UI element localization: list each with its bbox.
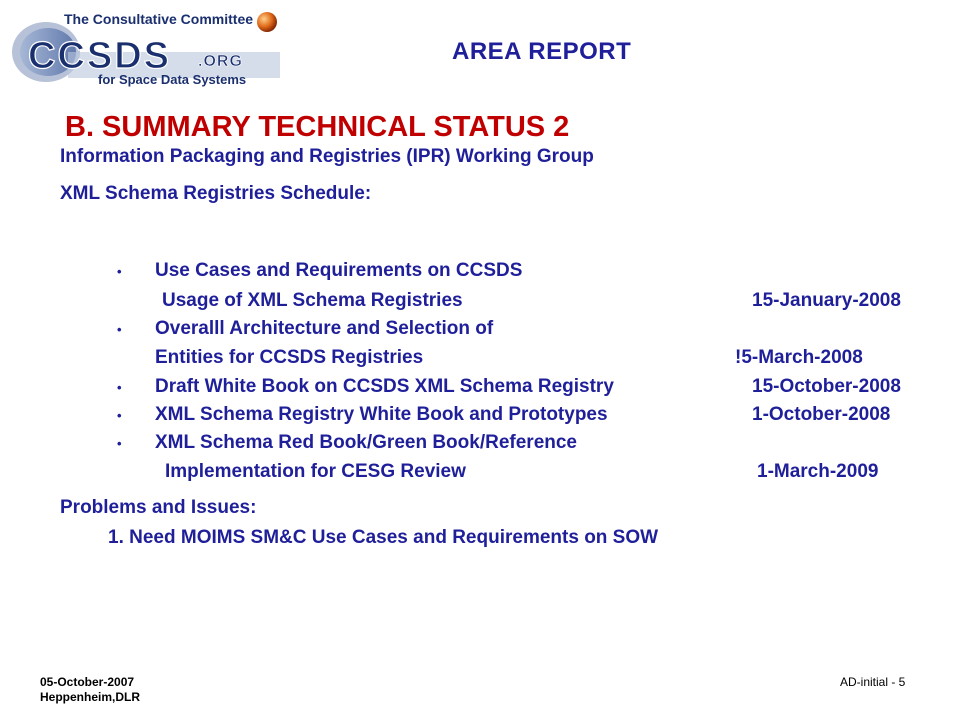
- schedule-item-4-date: 1-October-2008: [752, 404, 891, 425]
- logo-bottom-text: for Space Data Systems: [98, 72, 247, 87]
- schedule-item-2-line2: Entities for CCSDS Registries: [155, 347, 424, 368]
- bullet-icon: •: [117, 380, 122, 395]
- schedule-item-1-date: 15-January-2008: [752, 290, 901, 311]
- logo-main-text: CCSDS: [28, 35, 172, 77]
- problem-item-1: 1. Need MOIMS SM&C Use Cases and Requirements on SOW: [108, 527, 659, 548]
- logo-top-text: The Consultative Committee: [64, 11, 254, 27]
- schedule-item-5-date: 1-March-2009: [757, 461, 879, 482]
- bullet-icon: •: [117, 264, 122, 279]
- schedule-item-1-line2: Usage of XML Schema Registries: [162, 290, 463, 311]
- bullet-icon: •: [117, 408, 122, 423]
- schedule-heading: XML Schema Registries Schedule:: [60, 183, 372, 204]
- ccsds-logo: [8, 8, 283, 88]
- working-group-heading: Information Packaging and Registries (IPR) Working Group: [60, 146, 594, 167]
- schedule-item-3-line1: Draft White Book on CCSDS XML Schema Registry: [155, 376, 614, 397]
- problems-heading: Problems and Issues:: [60, 497, 257, 518]
- schedule-item-5-line1: XML Schema Red Book/Green Book/Reference: [155, 432, 577, 453]
- footer-left: [40, 675, 140, 705]
- footer-page-number: AD-initial - 5: [840, 675, 906, 689]
- schedule-item-2-line1: Overalll Architecture and Selection of: [155, 318, 494, 339]
- footer-location: Heppenheim,DLR: [40, 690, 141, 704]
- bullet-icon: •: [117, 436, 122, 451]
- schedule-item-2-date: !5-March-2008: [735, 347, 863, 368]
- schedule-item-3-date: 15-October-2008: [752, 376, 901, 397]
- footer-date: 05-October-2007: [40, 675, 135, 689]
- section-title: B. SUMMARY TECHNICAL STATUS 2: [65, 111, 570, 143]
- schedule-item-1-line1: Use Cases and Requirements on CCSDS: [155, 260, 523, 281]
- bullet-icon: •: [117, 322, 122, 337]
- logo-suffix-text: .ORG: [198, 53, 243, 70]
- schedule-item-4-line1: XML Schema Registry White Book and Prototypes: [155, 404, 608, 425]
- ccsds-logo-graphic: [8, 8, 283, 88]
- area-report-title: AREA REPORT: [452, 38, 632, 65]
- schedule-item-5-line2: Implementation for CESG Review: [165, 461, 466, 482]
